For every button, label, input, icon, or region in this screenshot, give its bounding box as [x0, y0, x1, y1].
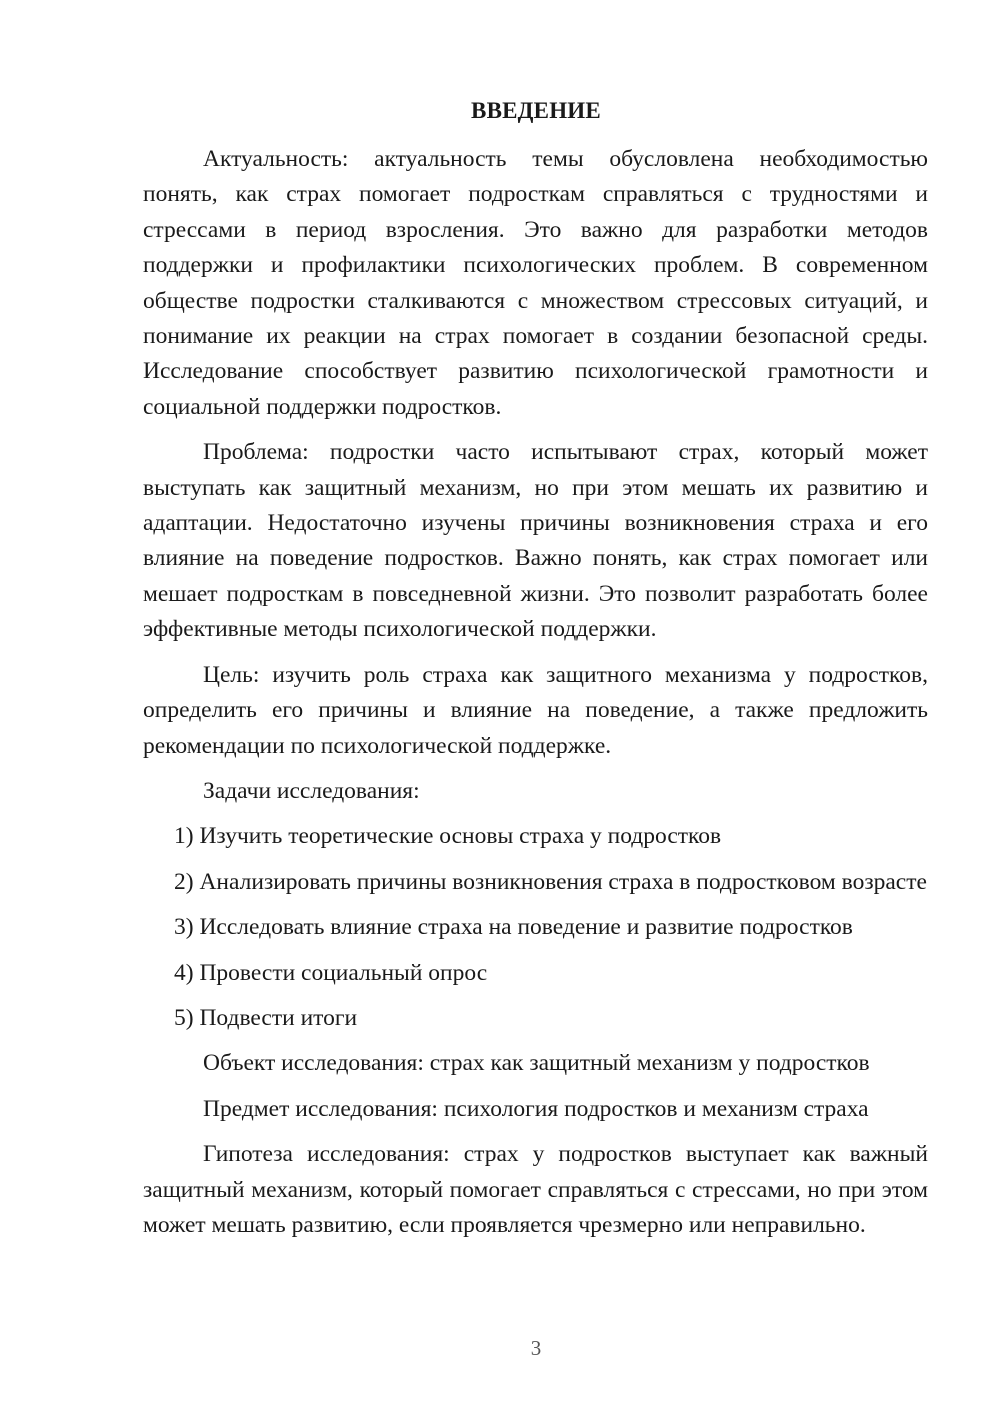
task-item-2: 2) Анализировать причины возникновения страха в подростковом возрасте: [174, 868, 927, 895]
tasks-heading: Задачи исследования:: [203, 777, 420, 804]
task-item-3: 3) Исследовать влияние страха на поведение и развитие подростков: [174, 914, 853, 941]
section-heading: ВВЕДЕНИЕ: [471, 98, 601, 123]
task-item-1: 1) Изучить теоретические основы страха у подростков: [174, 823, 722, 850]
page-number: 3: [530, 1336, 542, 1360]
subject-paragraph: Предмет исследования: психология подростков и механизм страха: [203, 1095, 869, 1122]
hypothesis-paragraph: Гипотеза исследования: страх у подростков выступает как важный защитный механизм, который помогает справляться с стрессами, но при этом может мешать развитию, если проявляется чрезмерно или неправильно.: [143, 1141, 928, 1238]
relevance-paragraph: Актуальность: актуальность темы обусловлена необходимостью понять, как страх помогает подросткам справляться с трудностями и стрессами в период взросления. Это важно для разработки методов поддержки и профилактики психологических проблем. В современном обществе подростки сталкиваются с множеством стрессовых ситуаций, и понимание их реакции на страх помогает в создании безопасной среды. Исследование способствует развитию психологической грамотности и социальной поддержки подростков.: [143, 146, 928, 420]
document-body: [143, 142, 928, 1253]
problem-paragraph: Проблема: подростки часто испытывают страх, который может выступать как защитный механизм, но при этом мешать их развитию и адаптации. Недостаточно изучены причины возникновения страха и его влияние на поведение подростков. Важно понять, как страх помогает или мешает подросткам в повседневной жизни. Это позволит разработать более эффективные методы психологической поддержки.: [143, 439, 928, 643]
object-paragraph: Объект исследования: страх как защитный механизм у подростков: [203, 1050, 870, 1077]
task-item-5: 5) Подвести итоги: [174, 1004, 358, 1031]
task-item-4: 4) Провести социальный опрос: [174, 959, 488, 986]
goal-paragraph: Цель: изучить роль страха как защитного механизма у подростков, определить его причины и влияние на поведение, а также предложить рекомендации по психологической поддержке.: [143, 661, 928, 759]
